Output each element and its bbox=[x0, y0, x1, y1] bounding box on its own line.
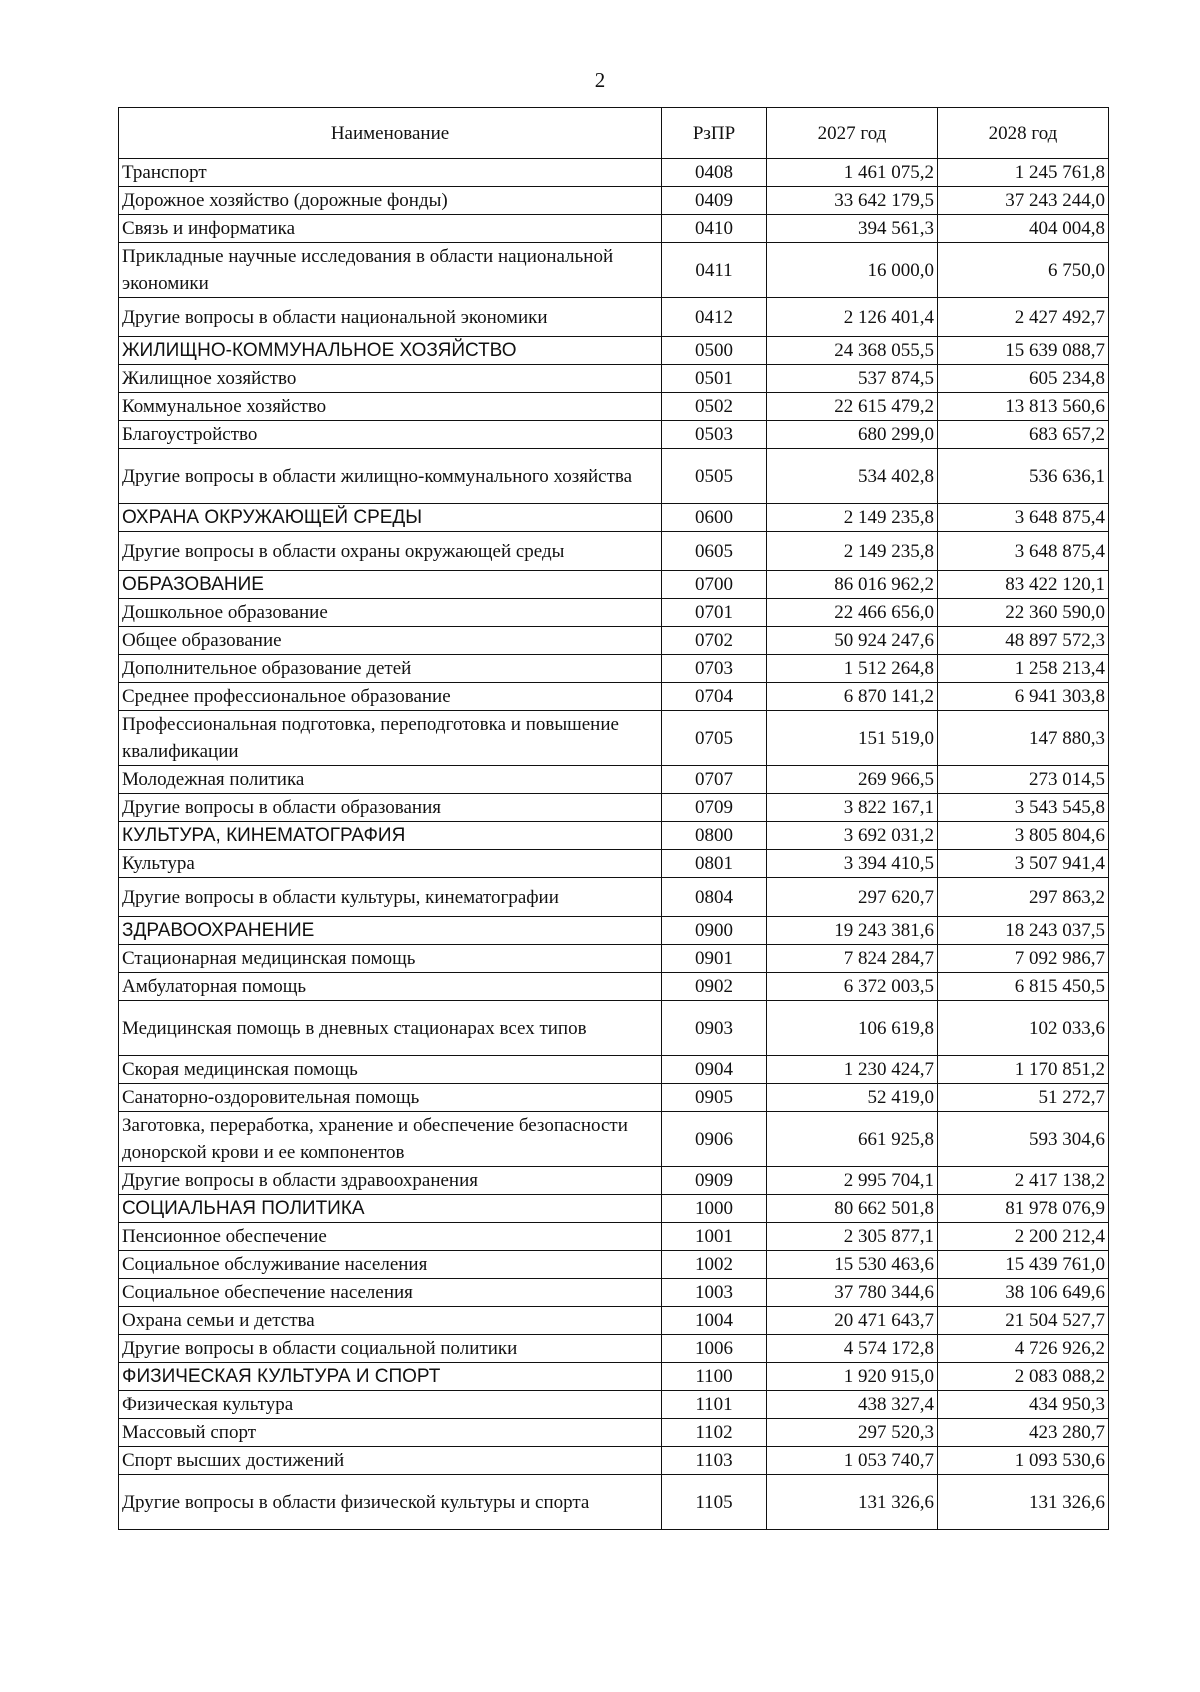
row-value-2027: 534 402,8 bbox=[767, 449, 938, 504]
row-name: Другие вопросы в области физической культуры и спорта bbox=[119, 1475, 662, 1530]
row-code: 1000 bbox=[662, 1195, 767, 1223]
row-name: Дорожное хозяйство (дорожные фонды) bbox=[119, 187, 662, 215]
row-value-2027: 7 824 284,7 bbox=[767, 945, 938, 973]
row-value-2027: 4 574 172,8 bbox=[767, 1335, 938, 1363]
row-value-2027: 2 305 877,1 bbox=[767, 1223, 938, 1251]
row-value-2027: 1 053 740,7 bbox=[767, 1447, 938, 1475]
row-value-2027: 50 924 247,6 bbox=[767, 627, 938, 655]
row-value-2028: 131 326,6 bbox=[938, 1475, 1109, 1530]
row-value-2028: 102 033,6 bbox=[938, 1001, 1109, 1056]
row-value-2027: 16 000,0 bbox=[767, 243, 938, 298]
table-row bbox=[119, 794, 1109, 822]
table-row bbox=[119, 1223, 1109, 1251]
row-name: Молодежная политика bbox=[119, 766, 662, 794]
row-value-2027: 3 822 167,1 bbox=[767, 794, 938, 822]
row-code: 0901 bbox=[662, 945, 767, 973]
row-name: Амбулаторная помощь bbox=[119, 973, 662, 1001]
row-code: 0705 bbox=[662, 711, 767, 766]
row-value-2028: 15 639 088,7 bbox=[938, 337, 1109, 365]
row-value-2028: 13 813 560,6 bbox=[938, 393, 1109, 421]
row-name: Другие вопросы в области здравоохранения bbox=[119, 1167, 662, 1195]
row-value-2027: 297 620,7 bbox=[767, 878, 938, 917]
row-code: 1002 bbox=[662, 1251, 767, 1279]
section-row bbox=[119, 504, 1109, 532]
row-name: Среднее профессиональное образование bbox=[119, 683, 662, 711]
section-row bbox=[119, 571, 1109, 599]
table-row bbox=[119, 973, 1109, 1001]
table-row bbox=[119, 243, 1109, 298]
row-value-2027: 22 615 479,2 bbox=[767, 393, 938, 421]
row-code: 0409 bbox=[662, 187, 767, 215]
table-row bbox=[119, 1279, 1109, 1307]
section-row bbox=[119, 917, 1109, 945]
row-name: ОБРАЗОВАНИЕ bbox=[119, 571, 662, 599]
row-name: Прикладные научные исследования в области национальной экономики bbox=[119, 243, 662, 298]
table-row bbox=[119, 711, 1109, 766]
row-value-2028: 21 504 527,7 bbox=[938, 1307, 1109, 1335]
header-code: РзПР bbox=[662, 108, 767, 159]
row-value-2027: 2 995 704,1 bbox=[767, 1167, 938, 1195]
row-name: Общее образование bbox=[119, 627, 662, 655]
row-value-2027: 106 619,8 bbox=[767, 1001, 938, 1056]
row-value-2027: 15 530 463,6 bbox=[767, 1251, 938, 1279]
row-value-2028: 605 234,8 bbox=[938, 365, 1109, 393]
row-name: Жилищное хозяйство bbox=[119, 365, 662, 393]
row-name: Другие вопросы в области охраны окружающей среды bbox=[119, 532, 662, 571]
table-row bbox=[119, 298, 1109, 337]
row-value-2027: 20 471 643,7 bbox=[767, 1307, 938, 1335]
table-row bbox=[119, 1167, 1109, 1195]
row-name: Медицинская помощь в дневных стационарах всех типов bbox=[119, 1001, 662, 1056]
row-name: ФИЗИЧЕСКАЯ КУЛЬТУРА И СПОРТ bbox=[119, 1363, 662, 1391]
row-code: 0800 bbox=[662, 822, 767, 850]
row-value-2028: 2 427 492,7 bbox=[938, 298, 1109, 337]
row-value-2028: 51 272,7 bbox=[938, 1084, 1109, 1112]
row-code: 0904 bbox=[662, 1056, 767, 1084]
row-value-2027: 3 394 410,5 bbox=[767, 850, 938, 878]
row-value-2028: 2 417 138,2 bbox=[938, 1167, 1109, 1195]
row-value-2028: 81 978 076,9 bbox=[938, 1195, 1109, 1223]
row-value-2027: 151 519,0 bbox=[767, 711, 938, 766]
row-value-2027: 19 243 381,6 bbox=[767, 917, 938, 945]
row-name: Другие вопросы в области образования bbox=[119, 794, 662, 822]
table-row bbox=[119, 187, 1109, 215]
row-value-2027: 537 874,5 bbox=[767, 365, 938, 393]
row-name: Коммунальное хозяйство bbox=[119, 393, 662, 421]
row-code: 0902 bbox=[662, 973, 767, 1001]
row-value-2027: 3 692 031,2 bbox=[767, 822, 938, 850]
row-value-2028: 3 543 545,8 bbox=[938, 794, 1109, 822]
row-code: 0501 bbox=[662, 365, 767, 393]
row-value-2028: 683 657,2 bbox=[938, 421, 1109, 449]
row-name: Пенсионное обеспечение bbox=[119, 1223, 662, 1251]
row-value-2028: 1 245 761,8 bbox=[938, 159, 1109, 187]
row-code: 0906 bbox=[662, 1112, 767, 1167]
row-name: Охрана семьи и детства bbox=[119, 1307, 662, 1335]
row-code: 0900 bbox=[662, 917, 767, 945]
row-value-2028: 147 880,3 bbox=[938, 711, 1109, 766]
row-value-2028: 38 106 649,6 bbox=[938, 1279, 1109, 1307]
row-value-2027: 33 642 179,5 bbox=[767, 187, 938, 215]
row-value-2028: 3 507 941,4 bbox=[938, 850, 1109, 878]
row-code: 1001 bbox=[662, 1223, 767, 1251]
row-name: Благоустройство bbox=[119, 421, 662, 449]
row-value-2027: 1 920 915,0 bbox=[767, 1363, 938, 1391]
row-value-2028: 273 014,5 bbox=[938, 766, 1109, 794]
row-value-2027: 131 326,6 bbox=[767, 1475, 938, 1530]
row-value-2028: 6 750,0 bbox=[938, 243, 1109, 298]
row-value-2028: 593 304,6 bbox=[938, 1112, 1109, 1167]
row-name: Транспорт bbox=[119, 159, 662, 187]
table-row bbox=[119, 365, 1109, 393]
row-value-2028: 83 422 120,1 bbox=[938, 571, 1109, 599]
row-code: 0700 bbox=[662, 571, 767, 599]
row-code: 0505 bbox=[662, 449, 767, 504]
row-value-2027: 37 780 344,6 bbox=[767, 1279, 938, 1307]
row-value-2027: 1 461 075,2 bbox=[767, 159, 938, 187]
row-code: 0502 bbox=[662, 393, 767, 421]
row-value-2028: 3 648 875,4 bbox=[938, 504, 1109, 532]
table-row bbox=[119, 215, 1109, 243]
row-name: Заготовка, переработка, хранение и обеспечение безопасности донорской крови и ее компонентов bbox=[119, 1112, 662, 1167]
row-value-2028: 423 280,7 bbox=[938, 1419, 1109, 1447]
table-row bbox=[119, 655, 1109, 683]
table-row bbox=[119, 1251, 1109, 1279]
table-row bbox=[119, 1001, 1109, 1056]
row-value-2028: 4 726 926,2 bbox=[938, 1335, 1109, 1363]
row-value-2027: 1 230 424,7 bbox=[767, 1056, 938, 1084]
row-code: 0412 bbox=[662, 298, 767, 337]
row-code: 0903 bbox=[662, 1001, 767, 1056]
row-value-2027: 80 662 501,8 bbox=[767, 1195, 938, 1223]
table-row bbox=[119, 1084, 1109, 1112]
row-name: ЗДРАВООХРАНЕНИЕ bbox=[119, 917, 662, 945]
row-value-2028: 18 243 037,5 bbox=[938, 917, 1109, 945]
table-row bbox=[119, 421, 1109, 449]
table-row bbox=[119, 878, 1109, 917]
row-value-2027: 86 016 962,2 bbox=[767, 571, 938, 599]
row-name: Другие вопросы в области национальной экономики bbox=[119, 298, 662, 337]
section-row bbox=[119, 1363, 1109, 1391]
row-code: 0804 bbox=[662, 878, 767, 917]
table-row bbox=[119, 1447, 1109, 1475]
header-2028: 2028 год bbox=[938, 108, 1109, 159]
row-value-2028: 297 863,2 bbox=[938, 878, 1109, 917]
row-name: Стационарная медицинская помощь bbox=[119, 945, 662, 973]
row-code: 0411 bbox=[662, 243, 767, 298]
table-row bbox=[119, 1335, 1109, 1363]
table-row bbox=[119, 1419, 1109, 1447]
row-value-2028: 22 360 590,0 bbox=[938, 599, 1109, 627]
table-row bbox=[119, 159, 1109, 187]
row-code: 0909 bbox=[662, 1167, 767, 1195]
row-name: Другие вопросы в области социальной политики bbox=[119, 1335, 662, 1363]
row-value-2027: 1 512 264,8 bbox=[767, 655, 938, 683]
row-name: КУЛЬТУРА, КИНЕМАТОГРАФИЯ bbox=[119, 822, 662, 850]
row-code: 0707 bbox=[662, 766, 767, 794]
header-2027: 2027 год bbox=[767, 108, 938, 159]
section-row bbox=[119, 1195, 1109, 1223]
row-name: Культура bbox=[119, 850, 662, 878]
row-code: 1100 bbox=[662, 1363, 767, 1391]
row-code: 1006 bbox=[662, 1335, 767, 1363]
row-value-2028: 2 083 088,2 bbox=[938, 1363, 1109, 1391]
row-value-2027: 6 372 003,5 bbox=[767, 973, 938, 1001]
row-value-2028: 37 243 244,0 bbox=[938, 187, 1109, 215]
table-header-row bbox=[119, 108, 1109, 159]
row-value-2027: 22 466 656,0 bbox=[767, 599, 938, 627]
table-row bbox=[119, 766, 1109, 794]
row-value-2027: 2 149 235,8 bbox=[767, 504, 938, 532]
row-code: 0605 bbox=[662, 532, 767, 571]
row-value-2027: 2 126 401,4 bbox=[767, 298, 938, 337]
row-code: 1003 bbox=[662, 1279, 767, 1307]
table-row bbox=[119, 850, 1109, 878]
row-value-2028: 2 200 212,4 bbox=[938, 1223, 1109, 1251]
row-value-2028: 404 004,8 bbox=[938, 215, 1109, 243]
row-value-2028: 3 648 875,4 bbox=[938, 532, 1109, 571]
row-name: Санаторно-оздоровительная помощь bbox=[119, 1084, 662, 1112]
table-row bbox=[119, 1475, 1109, 1530]
row-name: ОХРАНА ОКРУЖАЮЩЕЙ СРЕДЫ bbox=[119, 504, 662, 532]
section-row bbox=[119, 822, 1109, 850]
row-name: Скорая медицинская помощь bbox=[119, 1056, 662, 1084]
row-name: СОЦИАЛЬНАЯ ПОЛИТИКА bbox=[119, 1195, 662, 1223]
row-code: 0600 bbox=[662, 504, 767, 532]
table-row bbox=[119, 393, 1109, 421]
row-value-2027: 269 966,5 bbox=[767, 766, 938, 794]
row-value-2028: 48 897 572,3 bbox=[938, 627, 1109, 655]
row-code: 1004 bbox=[662, 1307, 767, 1335]
row-value-2027: 394 561,3 bbox=[767, 215, 938, 243]
row-value-2027: 680 299,0 bbox=[767, 421, 938, 449]
row-value-2028: 536 636,1 bbox=[938, 449, 1109, 504]
row-name: Массовый спорт bbox=[119, 1419, 662, 1447]
row-code: 0801 bbox=[662, 850, 767, 878]
row-value-2028: 6 941 303,8 bbox=[938, 683, 1109, 711]
section-row bbox=[119, 337, 1109, 365]
row-code: 0701 bbox=[662, 599, 767, 627]
row-name: Другие вопросы в области жилищно-коммунального хозяйства bbox=[119, 449, 662, 504]
row-value-2028: 3 805 804,6 bbox=[938, 822, 1109, 850]
row-value-2027: 6 870 141,2 bbox=[767, 683, 938, 711]
row-name: Другие вопросы в области культуры, кинематографии bbox=[119, 878, 662, 917]
row-name: Связь и информатика bbox=[119, 215, 662, 243]
table-row bbox=[119, 599, 1109, 627]
table-row bbox=[119, 683, 1109, 711]
row-code: 0503 bbox=[662, 421, 767, 449]
table-body bbox=[119, 159, 1109, 1530]
table-row bbox=[119, 627, 1109, 655]
row-name: Дошкольное образование bbox=[119, 599, 662, 627]
row-name: Физическая культура bbox=[119, 1391, 662, 1419]
page-number: 2 bbox=[594, 68, 606, 92]
row-code: 0905 bbox=[662, 1084, 767, 1112]
row-value-2028: 1 093 530,6 bbox=[938, 1447, 1109, 1475]
row-value-2027: 52 419,0 bbox=[767, 1084, 938, 1112]
row-code: 1103 bbox=[662, 1447, 767, 1475]
row-value-2028: 6 815 450,5 bbox=[938, 973, 1109, 1001]
row-code: 0408 bbox=[662, 159, 767, 187]
table-row bbox=[119, 945, 1109, 973]
row-value-2027: 2 149 235,8 bbox=[767, 532, 938, 571]
row-value-2027: 661 925,8 bbox=[767, 1112, 938, 1167]
budget-table bbox=[118, 107, 1109, 1530]
row-code: 0703 bbox=[662, 655, 767, 683]
row-name: Социальное обслуживание населения bbox=[119, 1251, 662, 1279]
row-code: 0709 bbox=[662, 794, 767, 822]
table-row bbox=[119, 449, 1109, 504]
row-value-2027: 24 368 055,5 bbox=[767, 337, 938, 365]
row-name: Спорт высших достижений bbox=[119, 1447, 662, 1475]
row-code: 1102 bbox=[662, 1419, 767, 1447]
row-name: Профессиональная подготовка, переподготовка и повышение квалификации bbox=[119, 711, 662, 766]
row-name: ЖИЛИЩНО-КОММУНАЛЬНОЕ ХОЗЯЙСТВО bbox=[119, 337, 662, 365]
table-row bbox=[119, 532, 1109, 571]
table-row bbox=[119, 1112, 1109, 1167]
row-code: 0704 bbox=[662, 683, 767, 711]
table-row bbox=[119, 1307, 1109, 1335]
row-code: 0702 bbox=[662, 627, 767, 655]
row-name: Социальное обеспечение населения bbox=[119, 1279, 662, 1307]
row-name: Дополнительное образование детей bbox=[119, 655, 662, 683]
row-code: 0500 bbox=[662, 337, 767, 365]
row-code: 1105 bbox=[662, 1475, 767, 1530]
row-value-2027: 297 520,3 bbox=[767, 1419, 938, 1447]
row-value-2028: 15 439 761,0 bbox=[938, 1251, 1109, 1279]
table-row bbox=[119, 1056, 1109, 1084]
row-value-2028: 1 170 851,2 bbox=[938, 1056, 1109, 1084]
row-value-2028: 434 950,3 bbox=[938, 1391, 1109, 1419]
table-row bbox=[119, 1391, 1109, 1419]
row-code: 0410 bbox=[662, 215, 767, 243]
row-value-2028: 7 092 986,7 bbox=[938, 945, 1109, 973]
row-value-2028: 1 258 213,4 bbox=[938, 655, 1109, 683]
row-value-2027: 438 327,4 bbox=[767, 1391, 938, 1419]
row-code: 1101 bbox=[662, 1391, 767, 1419]
header-name: Наименование bbox=[119, 108, 662, 159]
